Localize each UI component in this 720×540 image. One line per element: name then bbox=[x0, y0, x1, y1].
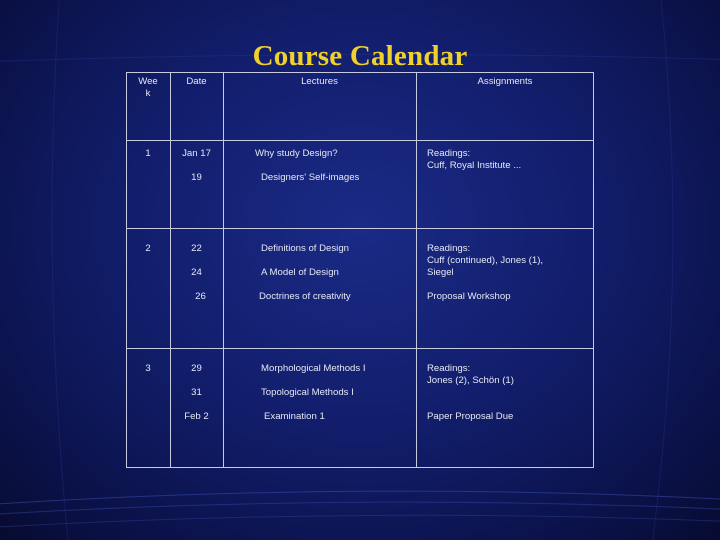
lecture-cell: A Model of Design bbox=[261, 267, 339, 278]
date-cell: 26 bbox=[195, 291, 206, 302]
lecture-cell: Morphological Methods I bbox=[261, 363, 366, 374]
assignment-line: Readings: bbox=[427, 243, 471, 254]
header-assignments: Assignments bbox=[477, 76, 533, 87]
lecture-cell: Designers' Self-images bbox=[261, 172, 360, 183]
assignment-cell bbox=[427, 243, 543, 279]
table-border-top bbox=[126, 72, 594, 73]
header-date: Date bbox=[186, 76, 207, 87]
column-divider-date bbox=[223, 72, 224, 468]
row-divider-week1 bbox=[126, 228, 594, 229]
date-cell: Feb 2 bbox=[184, 411, 209, 422]
assignment-cell bbox=[427, 148, 521, 172]
lecture-cell: Examination 1 bbox=[264, 411, 325, 422]
week-number-3: 3 bbox=[145, 363, 151, 374]
week-number-1: 1 bbox=[145, 148, 151, 159]
assignment-cell bbox=[427, 363, 514, 387]
page-title: Course Calendar bbox=[252, 40, 468, 72]
header-week-line2: k bbox=[145, 88, 151, 99]
row-divider-header bbox=[126, 140, 594, 141]
lecture-cell: Definitions of Design bbox=[261, 243, 349, 254]
row-divider-week2 bbox=[126, 348, 594, 349]
table-border-bottom bbox=[126, 467, 594, 468]
lecture-cell: Doctrines of creativity bbox=[259, 291, 351, 302]
assignment-line: Readings: bbox=[427, 148, 471, 159]
date-cell: Jan 17 bbox=[182, 148, 211, 159]
assignment-line: Cuff (continued), Jones (1), bbox=[427, 255, 544, 266]
lecture-cell: Topological Methods I bbox=[261, 387, 354, 398]
lecture-cell: Why study Design? bbox=[255, 148, 338, 159]
header-lectures: Lectures bbox=[301, 76, 338, 87]
assignment-line: Cuff, Royal Institute ... bbox=[427, 160, 522, 171]
assignment-line: Readings: bbox=[427, 363, 471, 374]
course-calendar-table bbox=[126, 72, 594, 468]
date-cell: 19 bbox=[191, 172, 202, 183]
date-cell: 31 bbox=[191, 387, 202, 398]
assignment-cell: Proposal Workshop bbox=[427, 291, 511, 302]
table-border-left bbox=[126, 72, 127, 468]
date-cell: 29 bbox=[191, 363, 202, 374]
week-number-2: 2 bbox=[145, 243, 151, 254]
date-cell: 24 bbox=[191, 267, 202, 278]
column-divider-lectures bbox=[416, 72, 417, 468]
table-border-right bbox=[593, 72, 594, 468]
assignment-line: Jones (2), Schön (1) bbox=[427, 375, 514, 386]
assignment-cell: Paper Proposal Due bbox=[427, 411, 514, 422]
assignment-line: Siegel bbox=[427, 267, 454, 278]
header-week bbox=[126, 76, 170, 100]
header-week-line1: Wee bbox=[138, 76, 158, 87]
date-cell: 22 bbox=[191, 243, 202, 254]
